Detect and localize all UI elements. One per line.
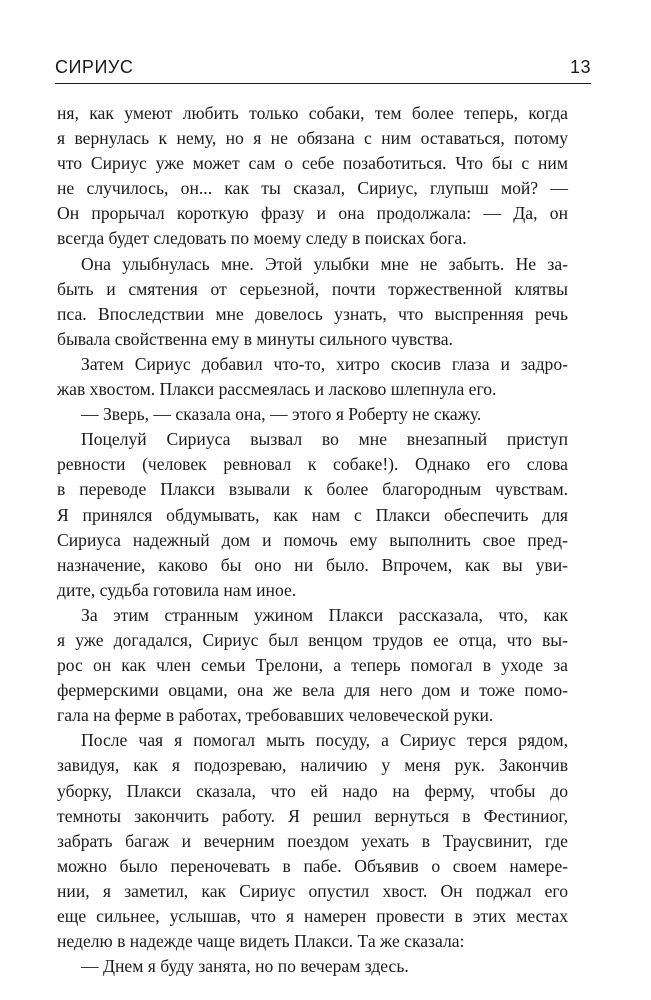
text-line: темноты закончить работу. Я решил вернуться в Фестиниог, — [57, 805, 568, 826]
page-number: 13 — [569, 57, 591, 77]
running-header — [55, 50, 591, 78]
paragraph — [57, 728, 568, 954]
text-line: я вернулась к нему, но я не обязана с ним оставаться, потому — [57, 128, 568, 149]
text-line: еще сильнее, услышав, что я намерен провести в этих местах — [57, 906, 568, 926]
text-line: фермерскими овцами, она же вела для него дом и тоже помо- — [57, 680, 568, 701]
body-text — [57, 101, 568, 979]
text-line: — Днем я буду занята, но по вечерам здесь. — [81, 956, 409, 977]
paragraph — [57, 603, 568, 728]
paragraph — [57, 402, 568, 427]
text-line: назначение, каково бы оно ни было. Впрочем, как вы уви- — [57, 554, 568, 575]
text-line: За этим странным ужином Плакси рассказала, что, как — [81, 604, 568, 625]
text-line: рос он как член семьи Трелони, а теперь помогал в уходе за — [57, 655, 568, 676]
chapter-title: СИРИУС — [55, 57, 134, 77]
text-line: дите, судьба готовила нам иное. — [57, 579, 297, 600]
text-line: Затем Сириус добавил что-то, хитро скосив глаза и задро- — [81, 353, 568, 374]
paragraph — [57, 954, 568, 979]
text-line: быть и смятения от серьезной, почти торжественной клятвы — [57, 278, 568, 299]
text-line: забрать багаж и вечерним поездом уехать в Траусвинит, где — [57, 830, 568, 851]
text-line: Сириуса надежный дом и помочь ему выполнить свое пред- — [57, 529, 568, 550]
text-line: Поцелуй Сириуса вызвал во мне внезапный приступ — [81, 429, 568, 450]
text-line: завидуя, как я подозреваю, наличию у меня рук. Закончив — [57, 755, 568, 776]
text-line: уборку, Плакси сказала, что ей надо на ферму, чтобы до — [57, 780, 568, 801]
text-line: пса. Впоследствии мне довелось узнать, что выспренняя речь — [57, 303, 568, 324]
paragraph — [57, 352, 568, 402]
header-rule — [55, 83, 591, 84]
text-line: ревности (человек ревновал к собаке!). Однако его слова — [57, 454, 568, 475]
text-line: ня, как умеют любить только собаки, тем более теперь, когда — [57, 103, 568, 123]
paragraph — [57, 101, 568, 252]
text-line: Он прорычал короткую фразу и она продолжала: — Да, он — [57, 203, 568, 224]
text-line: Она улыбнулась мне. Этой улыбки мне не забыть. Не за- — [81, 253, 568, 274]
text-line: можно было переночевать в пабе. Объявив о своем намере- — [57, 855, 568, 876]
text-line: Я принялся обдумывать, как нам с Плакси обеспечить для — [57, 504, 568, 525]
paragraph — [57, 427, 568, 603]
text-line: всегда будет следовать по моему следу в поисках бога. — [57, 228, 467, 249]
text-line: бывала свойственна ему в минуты сильного чувства. — [57, 328, 453, 349]
text-line: я уже догадался, Сириус был венцом трудов ее отца, что вы- — [57, 629, 568, 650]
text-line: — Зверь, — сказала она, — этого я Роберту не скажу. — [81, 404, 482, 425]
text-line: гала на ферме в работах, требовавших человеческой руки. — [57, 705, 494, 726]
text-line: После чая я помогал мыть посуду, а Сириус терся рядом, — [81, 730, 568, 751]
text-line: неделю в надежде чаще видеть Плакси. Та же сказала: — [57, 931, 465, 952]
text-line: нии, я заметил, как Сириус опустил хвост. Он поджал его — [57, 880, 568, 901]
text-line: в переводе Плакси взывали к более благородным чувствам. — [57, 479, 568, 500]
paragraph — [57, 252, 568, 352]
text-line: не случилось, он... как ты сказал, Сириус, глупыш мой? — — [57, 178, 568, 199]
text-line: что Сириус уже может сам о себе позаботиться. Что бы с ним — [57, 153, 568, 174]
text-line: жав хвостом. Плакси рассмеялась и ласково шлепнула его. — [57, 379, 497, 400]
